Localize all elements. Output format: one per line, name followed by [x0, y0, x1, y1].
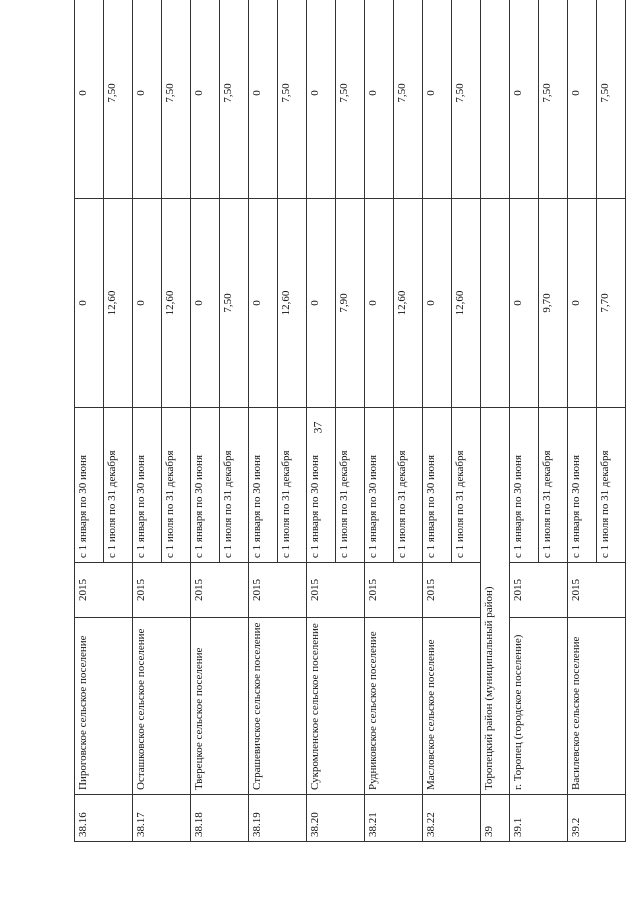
tariff-table — [74, 0, 626, 842]
period-cell: с 1 января по 30 июня — [365, 408, 394, 563]
table-row — [133, 0, 162, 842]
value-cell: 0 — [249, 0, 278, 199]
empty-cell — [481, 0, 510, 199]
year-cell: 2015 — [568, 563, 626, 618]
period-cell: с 1 июля по 31 декабря — [452, 408, 481, 563]
value-cell: 0 — [423, 0, 452, 199]
table-row — [191, 0, 220, 842]
value-cell: 0 — [133, 0, 162, 199]
period-cell: с 1 июля по 31 декабря — [162, 408, 191, 563]
period-cell: с 1 июля по 31 декабря — [394, 408, 423, 563]
settlement-name: Пироговское сельское поселение — [75, 618, 133, 795]
row-number: 38.18 — [191, 795, 249, 842]
row-number: 38.16 — [75, 795, 133, 842]
value-cell: 7,50 — [336, 0, 365, 199]
value-cell: 0 — [307, 199, 336, 408]
period-cell: с 1 января по 30 июня — [568, 408, 597, 563]
year-cell: 2015 — [75, 563, 133, 618]
period-cell: с 1 января по 30 июня — [510, 408, 539, 563]
rotated-table-wrapper — [74, 42, 611, 842]
empty-cell — [481, 199, 510, 408]
settlement-name: Василевское сельское поселение — [568, 618, 626, 795]
settlement-name: г. Торопец (городское поселение) — [510, 618, 568, 795]
value-cell: 0 — [191, 199, 220, 408]
year-cell: 2015 — [510, 563, 568, 618]
value-cell: 0 — [568, 199, 597, 408]
period-cell: с 1 января по 30 июня — [249, 408, 278, 563]
value-cell: 7,50 — [220, 199, 249, 408]
settlement-name: Рудниковское сельское поселение — [365, 618, 423, 795]
table-row — [75, 0, 104, 842]
value-cell: 12,60 — [278, 199, 307, 408]
value-cell: 7,50 — [597, 0, 626, 199]
page-number: 37 — [310, 421, 325, 434]
table-row — [249, 0, 278, 842]
value-cell: 7,90 — [336, 199, 365, 408]
period-cell: с 1 января по 30 июня — [75, 408, 104, 563]
value-cell: 7,50 — [539, 0, 568, 199]
district-number: 39 — [481, 795, 510, 842]
table-row — [423, 0, 452, 842]
year-cell: 2015 — [365, 563, 423, 618]
year-cell: 2015 — [423, 563, 481, 618]
period-cell: с 1 января по 30 июня — [133, 408, 162, 563]
period-cell: с 1 января по 30 июня — [191, 408, 220, 563]
value-cell: 7,70 — [597, 199, 626, 408]
value-cell: 7,50 — [394, 0, 423, 199]
row-number: 39.1 — [510, 795, 568, 842]
period-cell: с 1 июля по 31 декабря — [597, 408, 626, 563]
year-cell: 2015 — [191, 563, 249, 618]
period-cell: с 1 июля по 31 декабря — [336, 408, 365, 563]
row-number: 38.20 — [307, 795, 365, 842]
year-cell: 2015 — [307, 563, 365, 618]
period-cell: с 1 июля по 31 декабря — [220, 408, 249, 563]
settlement-name: Страшевичское сельское поселение — [249, 618, 307, 795]
period-cell: с 1 июля по 31 декабря — [104, 408, 133, 563]
row-number: 38.21 — [365, 795, 423, 842]
period-cell: с 1 июля по 31 декабря — [539, 408, 568, 563]
value-cell: 0 — [510, 199, 539, 408]
value-cell: 7,50 — [220, 0, 249, 199]
table-row — [510, 0, 539, 842]
period-cell: с 1 июля по 31 декабря — [278, 408, 307, 563]
value-cell: 9,70 — [539, 199, 568, 408]
table-body — [75, 0, 626, 842]
value-cell: 7,50 — [452, 0, 481, 199]
row-number: 38.22 — [423, 795, 481, 842]
district-name: Торопецкий район (муниципальный район) — [481, 408, 510, 795]
value-cell: 12,60 — [394, 199, 423, 408]
value-cell: 7,50 — [162, 0, 191, 199]
value-cell: 0 — [365, 199, 394, 408]
value-cell: 7,50 — [278, 0, 307, 199]
row-number: 39.2 — [568, 795, 626, 842]
table-row — [307, 0, 336, 842]
year-cell: 2015 — [133, 563, 191, 618]
table-row — [365, 0, 394, 842]
settlement-name: Сукромленское сельское поселение — [307, 618, 365, 795]
row-number: 38.17 — [133, 795, 191, 842]
settlement-name: Тверецкое сельское поселение — [191, 618, 249, 795]
value-cell: 0 — [307, 0, 336, 199]
value-cell: 0 — [423, 199, 452, 408]
value-cell: 0 — [191, 0, 220, 199]
year-cell: 2015 — [249, 563, 307, 618]
value-cell: 0 — [510, 0, 539, 199]
value-cell: 0 — [133, 199, 162, 408]
value-cell: 0 — [249, 199, 278, 408]
settlement-name: Масловское сельское поселение — [423, 618, 481, 795]
table-row — [568, 0, 597, 842]
value-cell: 0 — [568, 0, 597, 199]
value-cell: 12,60 — [104, 199, 133, 408]
settlement-name: Осташковское сельское поселение — [133, 618, 191, 795]
value-cell: 7,50 — [104, 0, 133, 199]
value-cell: 0 — [75, 0, 104, 199]
value-cell: 0 — [365, 0, 394, 199]
period-cell: с 1 января по 30 июня — [423, 408, 452, 563]
row-number: 38.19 — [249, 795, 307, 842]
value-cell: 12,60 — [162, 199, 191, 408]
value-cell: 0 — [75, 199, 104, 408]
district-row — [481, 0, 510, 842]
period-cell: с 1 января по 30 июня — [307, 408, 336, 563]
value-cell: 12,60 — [452, 199, 481, 408]
